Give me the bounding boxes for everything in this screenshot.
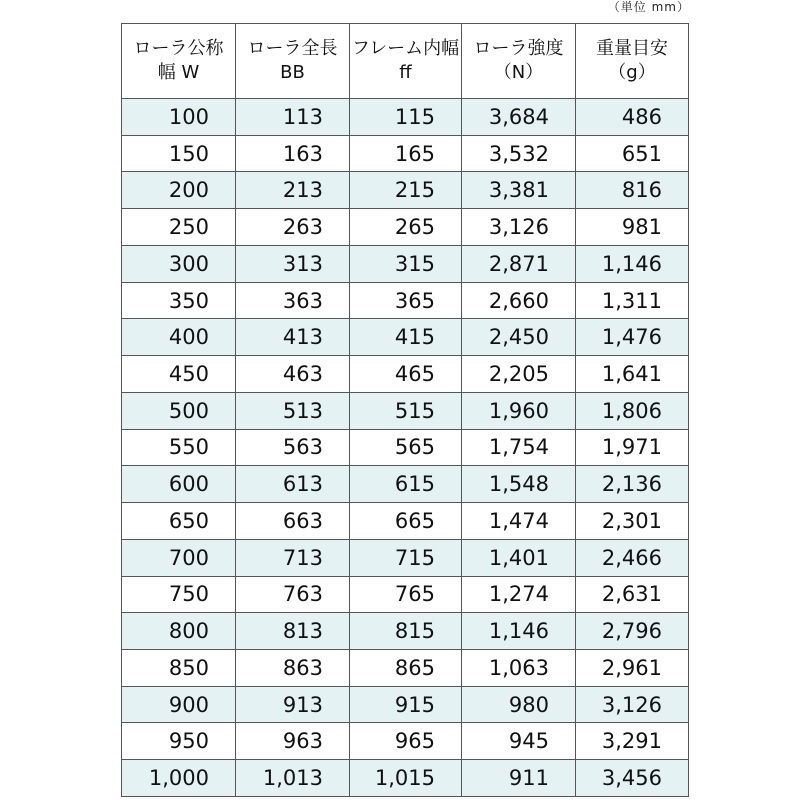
- cell-roller-strength: 1,754: [462, 429, 576, 466]
- cell-weight: 1,311: [576, 282, 689, 319]
- cell-nominal-width: 600: [122, 466, 236, 503]
- header-frame-inner-width: [350, 24, 462, 99]
- header-line: 重量目安: [596, 38, 668, 59]
- cell-roller-length: 413: [236, 319, 350, 356]
- cell-nominal-width: 350: [122, 282, 236, 319]
- table-row: [122, 429, 689, 466]
- cell-weight: 1,146: [576, 245, 689, 282]
- cell-roller-strength: 3,532: [462, 135, 576, 172]
- table-row: [122, 172, 689, 209]
- cell-roller-length: 1,013: [236, 760, 350, 797]
- cell-frame-inner-width: 415: [350, 319, 462, 356]
- cell-frame-inner-width: 965: [350, 723, 462, 760]
- cell-weight: 3,126: [576, 686, 689, 723]
- cell-frame-inner-width: 715: [350, 539, 462, 576]
- cell-nominal-width: 300: [122, 245, 236, 282]
- table-row: [122, 723, 689, 760]
- cell-roller-length: 763: [236, 576, 350, 613]
- cell-roller-strength: 1,146: [462, 613, 576, 650]
- cell-roller-length: 713: [236, 539, 350, 576]
- header-weight: [576, 24, 689, 99]
- header-line: 幅 W: [157, 62, 200, 83]
- cell-nominal-width: 800: [122, 613, 236, 650]
- cell-nominal-width: 700: [122, 539, 236, 576]
- cell-weight: 2,466: [576, 539, 689, 576]
- cell-weight: 1,476: [576, 319, 689, 356]
- table-row: [122, 650, 689, 687]
- cell-nominal-width: 450: [122, 356, 236, 393]
- cell-roller-strength: 3,381: [462, 172, 576, 209]
- cell-roller-strength: 1,548: [462, 466, 576, 503]
- header-roller-strength: [462, 24, 576, 99]
- table-row: [122, 613, 689, 650]
- cell-roller-strength: 3,126: [462, 209, 576, 246]
- cell-nominal-width: 750: [122, 576, 236, 613]
- cell-roller-length: 463: [236, 356, 350, 393]
- cell-roller-length: 313: [236, 245, 350, 282]
- cell-roller-strength: 2,205: [462, 356, 576, 393]
- header-nominal-width: [122, 24, 236, 99]
- cell-weight: 1,806: [576, 392, 689, 429]
- cell-frame-inner-width: 865: [350, 650, 462, 687]
- cell-roller-strength: 1,474: [462, 503, 576, 540]
- header-line: ff: [399, 62, 412, 83]
- cell-frame-inner-width: 615: [350, 466, 462, 503]
- cell-nominal-width: 200: [122, 172, 236, 209]
- cell-roller-strength: 2,871: [462, 245, 576, 282]
- cell-frame-inner-width: 465: [350, 356, 462, 393]
- header-line: （N）: [493, 62, 544, 83]
- header-line: （g）: [608, 62, 656, 83]
- cell-roller-length: 913: [236, 686, 350, 723]
- cell-roller-strength: 980: [462, 686, 576, 723]
- header-roller-length: [236, 24, 350, 99]
- cell-roller-strength: 3,684: [462, 99, 576, 136]
- cell-weight: 3,456: [576, 760, 689, 797]
- cell-nominal-width: 400: [122, 319, 236, 356]
- table-row: [122, 576, 689, 613]
- cell-frame-inner-width: 515: [350, 392, 462, 429]
- table-row: [122, 282, 689, 319]
- cell-roller-length: 363: [236, 282, 350, 319]
- cell-roller-length: 613: [236, 466, 350, 503]
- table-row: [122, 686, 689, 723]
- cell-weight: 486: [576, 99, 689, 136]
- cell-weight: 2,796: [576, 613, 689, 650]
- cell-roller-strength: 1,401: [462, 539, 576, 576]
- table-row: [122, 209, 689, 246]
- cell-roller-length: 963: [236, 723, 350, 760]
- cell-frame-inner-width: 115: [350, 99, 462, 136]
- cell-frame-inner-width: 215: [350, 172, 462, 209]
- header-line: ローラ公称: [133, 38, 224, 59]
- cell-frame-inner-width: 815: [350, 613, 462, 650]
- cell-roller-strength: 945: [462, 723, 576, 760]
- cell-roller-strength: 1,274: [462, 576, 576, 613]
- cell-nominal-width: 1,000: [122, 760, 236, 797]
- cell-weight: 2,301: [576, 503, 689, 540]
- cell-frame-inner-width: 265: [350, 209, 462, 246]
- cell-nominal-width: 150: [122, 135, 236, 172]
- spec-table: [121, 23, 689, 797]
- cell-roller-length: 813: [236, 613, 350, 650]
- cell-nominal-width: 950: [122, 723, 236, 760]
- unit-note: （単位 mm）: [607, 0, 690, 14]
- cell-weight: 981: [576, 209, 689, 246]
- cell-weight: 1,641: [576, 356, 689, 393]
- cell-frame-inner-width: 165: [350, 135, 462, 172]
- cell-frame-inner-width: 765: [350, 576, 462, 613]
- cell-nominal-width: 550: [122, 429, 236, 466]
- cell-roller-length: 563: [236, 429, 350, 466]
- header-line: ローラ全長: [247, 38, 338, 59]
- table-row: [122, 466, 689, 503]
- cell-roller-length: 663: [236, 503, 350, 540]
- cell-roller-length: 863: [236, 650, 350, 687]
- cell-nominal-width: 650: [122, 503, 236, 540]
- table-row: [122, 392, 689, 429]
- table-row: [122, 319, 689, 356]
- cell-roller-strength: 911: [462, 760, 576, 797]
- cell-weight: 1,971: [576, 429, 689, 466]
- cell-frame-inner-width: 915: [350, 686, 462, 723]
- header-line: フレーム内幅: [351, 38, 460, 59]
- table-row: [122, 245, 689, 282]
- cell-nominal-width: 500: [122, 392, 236, 429]
- cell-roller-length: 113: [236, 99, 350, 136]
- table-row: [122, 99, 689, 136]
- cell-weight: 816: [576, 172, 689, 209]
- cell-roller-length: 513: [236, 392, 350, 429]
- cell-weight: 2,961: [576, 650, 689, 687]
- header-line: ローラ強度: [473, 38, 564, 59]
- cell-frame-inner-width: 1,015: [350, 760, 462, 797]
- cell-roller-length: 213: [236, 172, 350, 209]
- cell-roller-strength: 2,450: [462, 319, 576, 356]
- header-row: [122, 24, 689, 99]
- cell-weight: 651: [576, 135, 689, 172]
- table-row: [122, 760, 689, 797]
- cell-frame-inner-width: 315: [350, 245, 462, 282]
- header-line: BB: [280, 62, 305, 83]
- cell-roller-strength: 2,660: [462, 282, 576, 319]
- table-row: [122, 539, 689, 576]
- cell-nominal-width: 250: [122, 209, 236, 246]
- cell-frame-inner-width: 565: [350, 429, 462, 466]
- cell-roller-strength: 1,960: [462, 392, 576, 429]
- cell-nominal-width: 100: [122, 99, 236, 136]
- cell-roller-strength: 1,063: [462, 650, 576, 687]
- cell-roller-length: 163: [236, 135, 350, 172]
- table-row: [122, 356, 689, 393]
- cell-frame-inner-width: 365: [350, 282, 462, 319]
- table-row: [122, 503, 689, 540]
- cell-weight: 2,631: [576, 576, 689, 613]
- cell-weight: 2,136: [576, 466, 689, 503]
- cell-weight: 3,291: [576, 723, 689, 760]
- cell-nominal-width: 900: [122, 686, 236, 723]
- cell-roller-length: 263: [236, 209, 350, 246]
- cell-frame-inner-width: 665: [350, 503, 462, 540]
- cell-nominal-width: 850: [122, 650, 236, 687]
- table-row: [122, 135, 689, 172]
